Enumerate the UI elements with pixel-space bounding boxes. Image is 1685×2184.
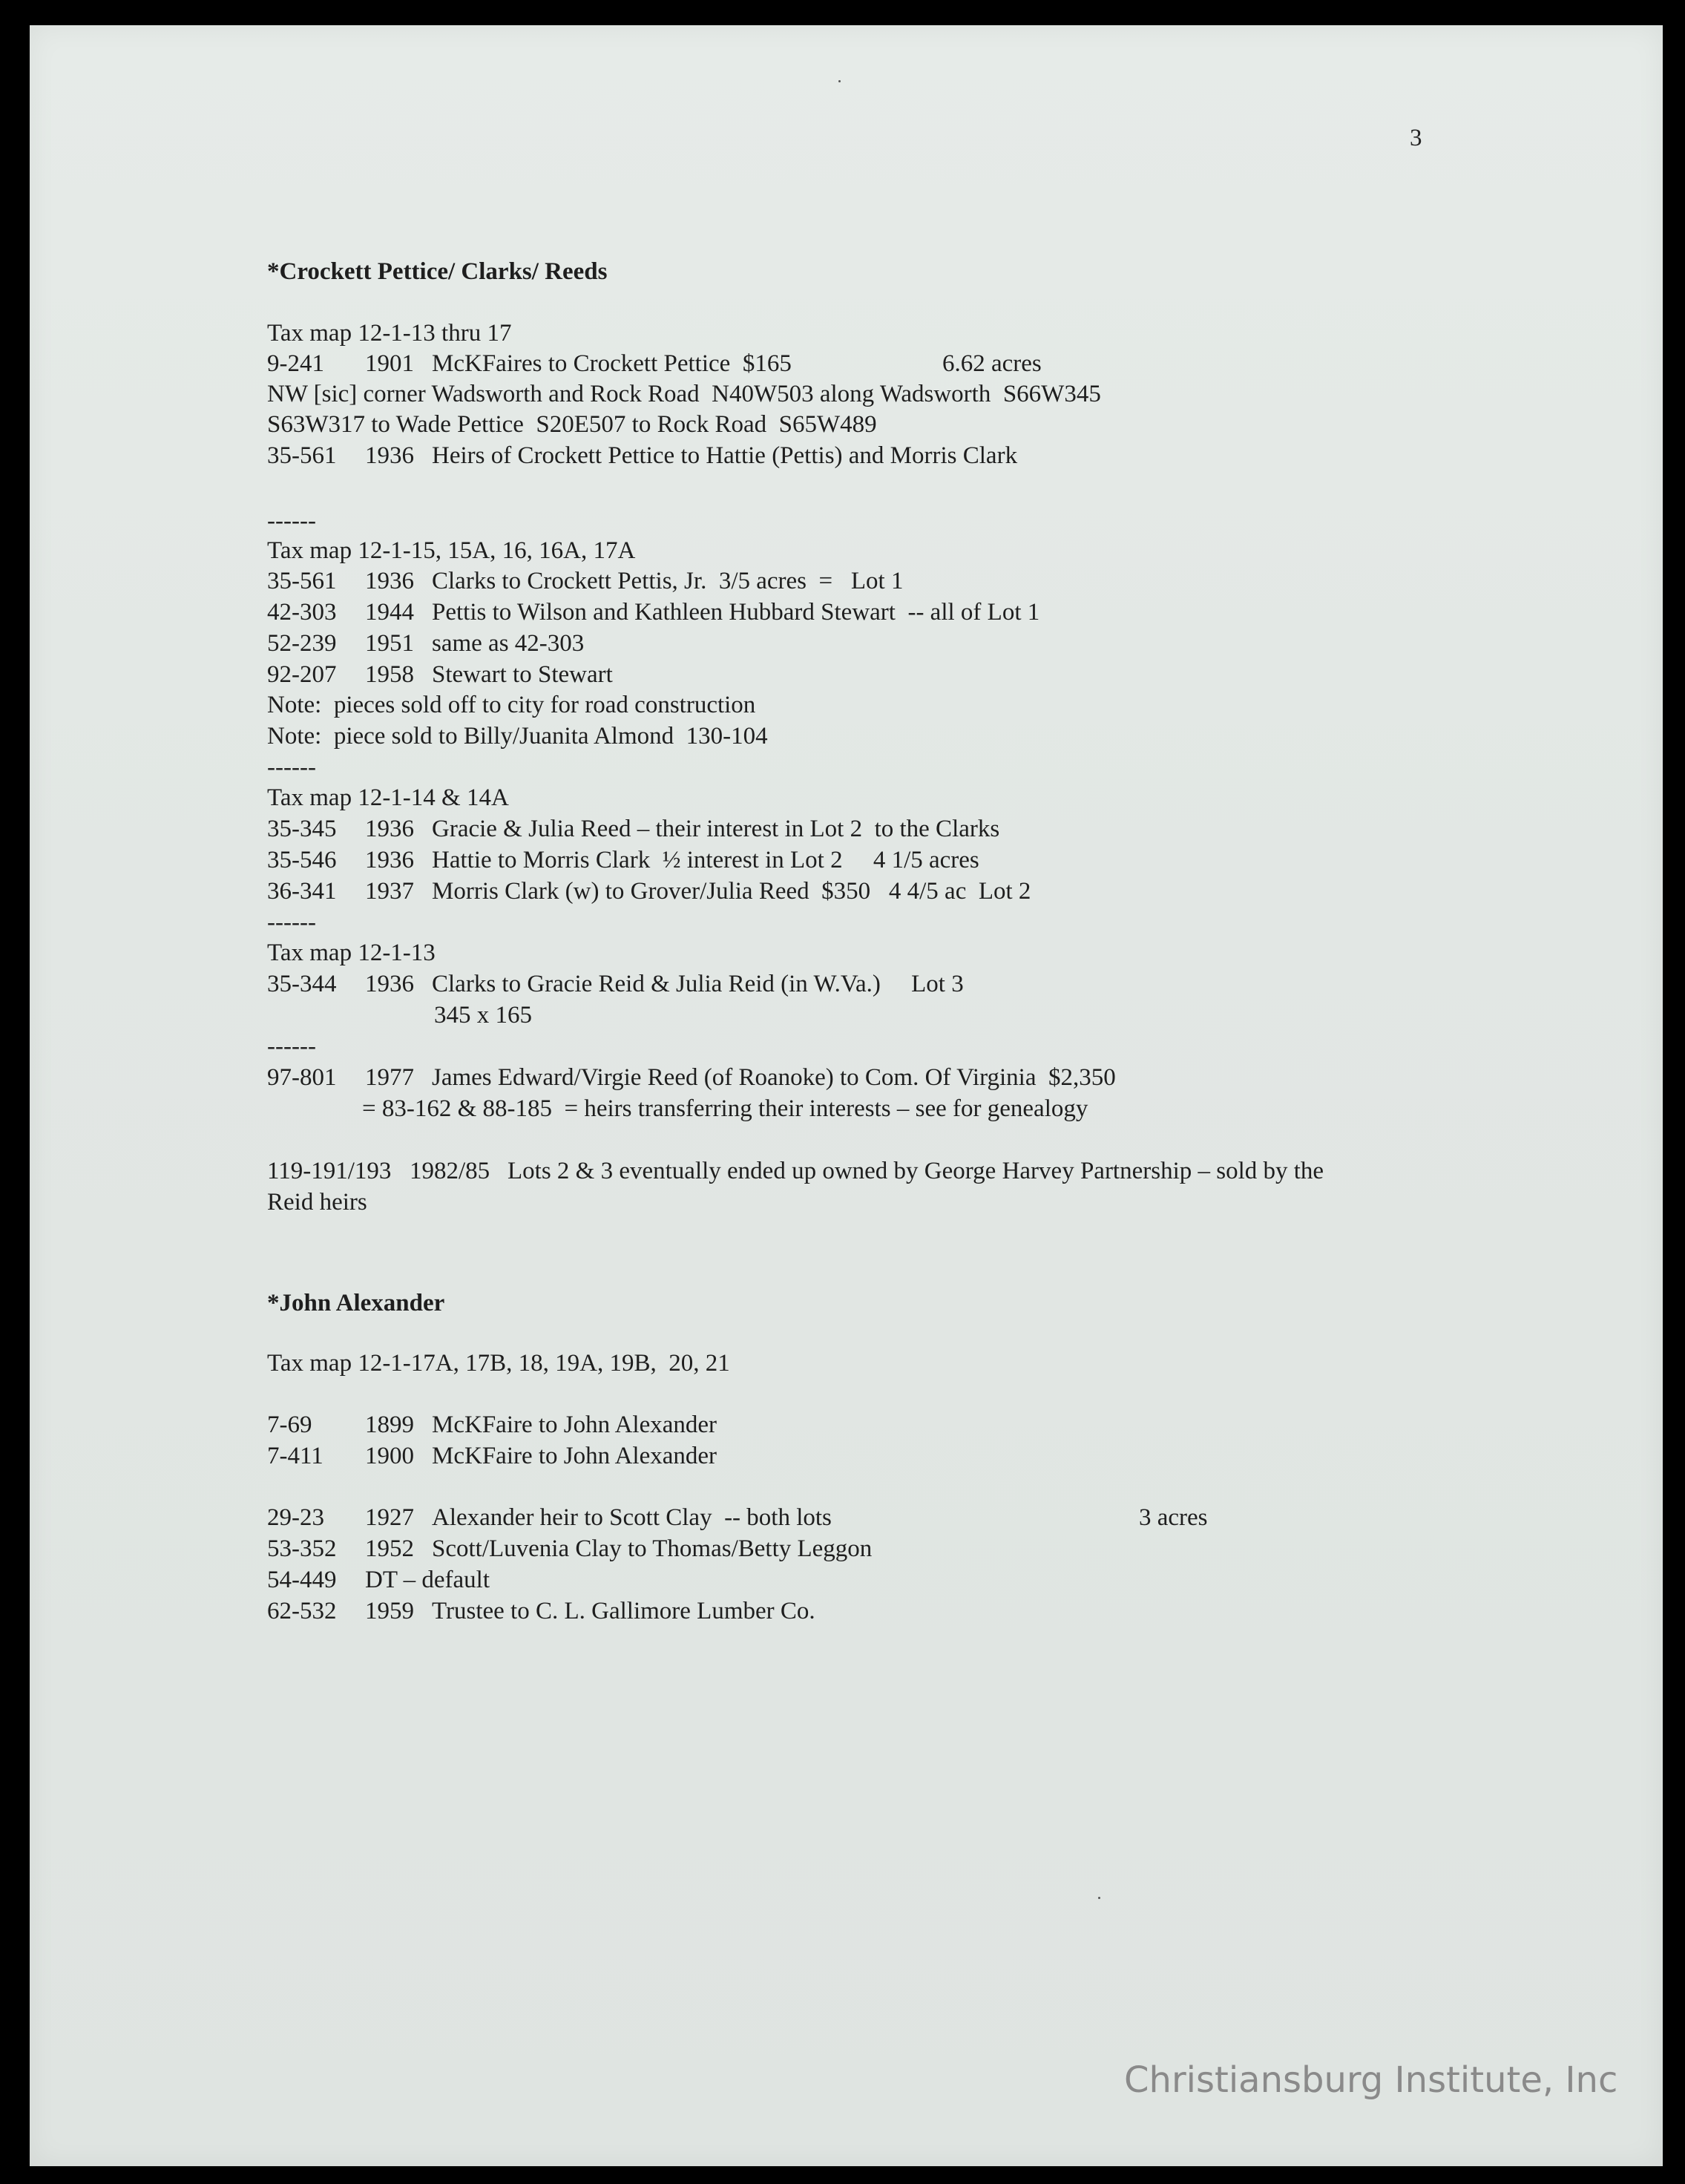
deed-year: 1944 bbox=[365, 599, 414, 626]
deed-year: 1982/85 bbox=[410, 1158, 490, 1184]
divider-dashes: ------ bbox=[267, 754, 316, 781]
note-line: Note: pieces sold off to city for road construction bbox=[267, 692, 756, 718]
deed-book: 92-207 bbox=[267, 661, 337, 688]
deed-year: 1951 bbox=[365, 630, 414, 657]
deed-text: McKFaires to Crockett Pettice $165 bbox=[432, 350, 792, 377]
lot-dimensions: 345 x 165 bbox=[434, 1002, 532, 1029]
deed-text: Lots 2 & 3 eventually ended up owned by George Harvey Partnership – sold by the bbox=[508, 1158, 1324, 1184]
divider-dashes: ------ bbox=[267, 508, 316, 534]
deed-record bbox=[267, 632, 584, 656]
deed-year: 1952 bbox=[365, 1535, 414, 1562]
deed-record bbox=[267, 879, 1031, 904]
paper-speck bbox=[1098, 1897, 1100, 1899]
deed-text: same as 42-303 bbox=[432, 630, 585, 657]
deed-text: James Edward/Virgie Reed (of Roanoke) to Com. Of Virginia $2,350 bbox=[432, 1064, 1116, 1091]
deed-record bbox=[267, 569, 903, 594]
deed-book: 119-191/193 bbox=[267, 1158, 392, 1184]
deed-book: 29-23 bbox=[267, 1504, 324, 1531]
deed-book: 54-449 bbox=[267, 1567, 337, 1593]
tax-map-line: Tax map 12-1-17A, 17B, 18, 19A, 19B, 20, 21 bbox=[267, 1350, 730, 1377]
deed-record bbox=[267, 1599, 815, 1624]
deed-year: 1900 bbox=[365, 1443, 414, 1469]
deed-book: 36-341 bbox=[267, 878, 337, 905]
deed-text: Heirs of Crockett Pettice to Hattie (Pettis) and Morris Clark bbox=[432, 442, 1018, 469]
deed-year: 1899 bbox=[365, 1411, 414, 1438]
deed-text: Stewart to Stewart bbox=[432, 661, 613, 688]
deed-year: 1936 bbox=[365, 568, 414, 594]
deed-book: 53-352 bbox=[267, 1535, 337, 1562]
acreage: 6.62 acres bbox=[942, 350, 1042, 377]
deed-record bbox=[267, 1159, 1324, 1184]
deed-book: 7-411 bbox=[267, 1443, 323, 1469]
deed-year: 1958 bbox=[365, 661, 414, 688]
deed-record bbox=[267, 972, 964, 997]
deed-text: Scott/Luvenia Clay to Thomas/Betty Leggon bbox=[432, 1535, 873, 1562]
deed-year: 1936 bbox=[365, 971, 414, 997]
deed-text: McKFaire to John Alexander bbox=[432, 1411, 717, 1438]
acreage: 3 acres bbox=[1139, 1504, 1208, 1531]
deed-year: 1927 bbox=[365, 1504, 414, 1531]
deed-text: Gracie & Julia Reed – their interest in Lot 2 to the Clarks bbox=[432, 816, 1000, 842]
deed-record bbox=[267, 817, 999, 842]
deed-record bbox=[267, 444, 1017, 468]
deed-record bbox=[267, 848, 979, 873]
note-line: Note: piece sold to Billy/Juanita Almond 130-104 bbox=[267, 723, 768, 750]
deed-book: 35-345 bbox=[267, 816, 337, 842]
deed-record bbox=[267, 1413, 717, 1437]
deed-book: 35-561 bbox=[267, 442, 337, 469]
deed-record bbox=[267, 1066, 1116, 1090]
deed-year: 1936 bbox=[365, 816, 414, 842]
deed-book: 35-546 bbox=[267, 847, 337, 873]
deed-record bbox=[267, 1537, 872, 1561]
deed-year: 1977 bbox=[365, 1064, 414, 1091]
deed-text: Trustee to C. L. Gallimore Lumber Co. bbox=[432, 1598, 815, 1624]
tax-map-line: Tax map 12-1-13 bbox=[267, 939, 436, 966]
deed-text: DT – default bbox=[365, 1567, 490, 1593]
divider-dashes: ------ bbox=[267, 1033, 316, 1060]
deed-record bbox=[267, 1506, 832, 1530]
page-number: 3 bbox=[1410, 125, 1422, 151]
deed-text: McKFaire to John Alexander bbox=[432, 1443, 717, 1469]
deed-book: 7-69 bbox=[267, 1411, 312, 1438]
deed-text: Clarks to Crockett Pettis, Jr. 3/5 acres = Lot 1 bbox=[432, 568, 904, 594]
deed-year: 1936 bbox=[365, 442, 414, 469]
tax-map-line: Tax map 12-1-14 & 14A bbox=[267, 784, 509, 811]
deed-continuation: Reid heirs bbox=[267, 1189, 367, 1216]
deed-record bbox=[267, 1444, 717, 1469]
deed-record bbox=[267, 600, 1039, 625]
deed-book: 62-532 bbox=[267, 1598, 337, 1624]
deed-book: 52-239 bbox=[267, 630, 337, 657]
deed-year: 1901 bbox=[365, 350, 414, 377]
deed-text: Clarks to Gracie Reid & Julia Reid (in W.Va.) Lot 3 bbox=[432, 971, 964, 997]
section-heading-crockett: *Crockett Pettice/ Clarks/ Reeds bbox=[267, 258, 608, 285]
deed-text: Morris Clark (w) to Grover/Julia Reed $350 4 4/5 ac Lot 2 bbox=[432, 878, 1031, 905]
deed-year: 1936 bbox=[365, 847, 414, 873]
section-heading-alexander: *John Alexander bbox=[267, 1290, 445, 1316]
boundary-description: S63W317 to Wade Pettice S20E507 to Rock Road S65W489 bbox=[267, 411, 877, 438]
deed-year: 1959 bbox=[365, 1598, 414, 1624]
deed-year: 1937 bbox=[365, 878, 414, 905]
deed-text: Alexander heir to Scott Clay -- both lots bbox=[432, 1504, 832, 1531]
deed-book: 35-561 bbox=[267, 568, 337, 594]
watermark: Christiansburg Institute, Inc bbox=[1124, 2059, 1618, 2101]
boundary-description: NW [sic] corner Wadsworth and Rock Road N40W503 along Wadsworth S66W345 bbox=[267, 381, 1101, 407]
tax-map-line: Tax map 12-1-13 thru 17 bbox=[267, 320, 512, 347]
deed-text: Hattie to Morris Clark ½ interest in Lot 2 4 1/5 acres bbox=[432, 847, 979, 873]
paper-speck bbox=[838, 80, 841, 82]
deed-book: 42-303 bbox=[267, 599, 337, 626]
deed-record bbox=[267, 1568, 490, 1593]
deed-record bbox=[267, 352, 792, 376]
deed-continuation: = 83-162 & 88-185 = heirs transferring their interests – see for genealogy bbox=[362, 1095, 1088, 1122]
tax-map-line: Tax map 12-1-15, 15A, 16, 16A, 17A bbox=[267, 537, 636, 564]
deed-text: Pettis to Wilson and Kathleen Hubbard Stewart -- all of Lot 1 bbox=[432, 599, 1040, 626]
deed-record bbox=[267, 663, 613, 687]
divider-dashes: ------ bbox=[267, 909, 316, 936]
deed-book: 35-344 bbox=[267, 971, 337, 997]
deed-book: 97-801 bbox=[267, 1064, 337, 1091]
deed-book: 9-241 bbox=[267, 350, 324, 377]
